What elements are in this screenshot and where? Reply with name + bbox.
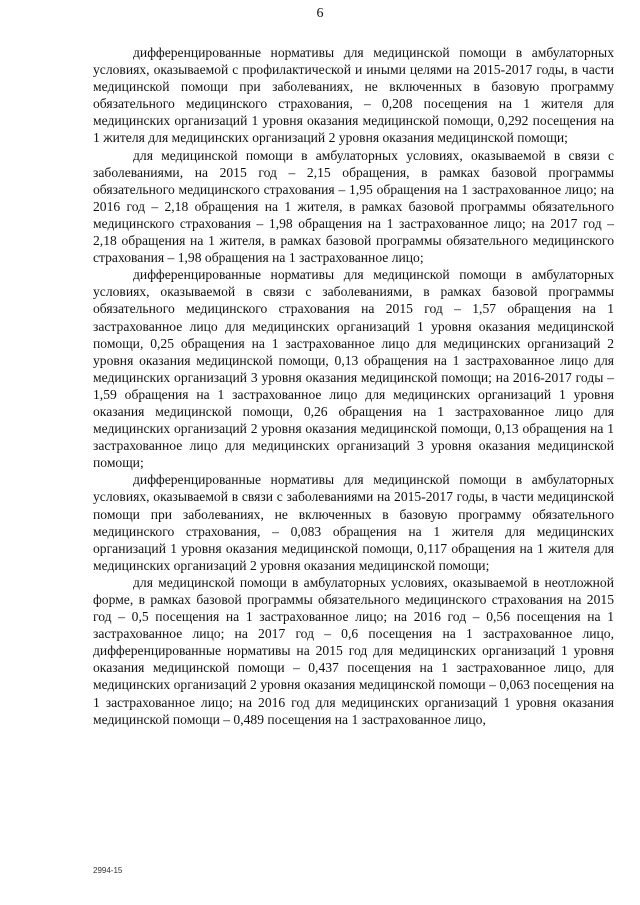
document-body (93, 44, 614, 728)
paragraph: дифференцированные нормативы для медицинской помощи в амбулаторных условиях, оказываемой с профилактической и иными целями на 2015-2017 годы, в части медицинской помощи при заболеваниях, не включенных в базовую программу обязательного медицинского страхования, – 0,208 посещения на 1 жителя для медицинских организаций 1 уровня оказания медицинской помощи, 0,292 посещения на 1 жителя для медицинских организаций 2 уровня оказания медицинской помощи; (93, 45, 614, 146)
paragraph: дифференцированные нормативы для медицинской помощи в амбулаторных условиях, оказываемой в связи с заболеваниями, в рамках базовой программы обязательного медицинского страхования на 2015 год – 1,57 обращения на 1 застрахованное лицо для медицинских организаций 1 уровня оказания медицинской помощи, 0,25 обращения на 1 застрахованное лицо для медицинских организаций 2 уровня оказания медицинской помощи, 0,13 обращения на 1 застрахованное лицо для медицинских организаций 3 уровня оказания медицинской помощи; на 2016-2017 годы – 1,59 обращения на 1 застрахованное лицо для медицинских организаций 1 уровня оказания медицинской помощи, 0,26 обращения на 1 застрахованное лицо для медицинских организаций 2 уровня оказания медицинской помощи, 0,13 обращения на 1 застрахованное лицо для медицинских организаций 3 уровня оказания медицинской помощи; (93, 267, 614, 471)
paragraph: для медицинской помощи в амбулаторных условиях, оказываемой в неотложной форме, в рамках базовой программы обязательного медицинского страхования на 2015 год – 0,5 посещения на 1 застрахованное лицо; на 2016 год – 0,56 посещения на 1 застрахованное лицо; на 2017 год – 0,6 посещения на 1 застрахованное лицо, дифференцированные нормативы на 2015 год для медицинских организаций 1 уровня оказания медицинской помощи – 0,437 посещения на 1 застрахованное лицо, для медицинских организаций 2 уровня оказания медицинской помощи – 0,063 посещения на 1 застрахованное лицо; на 2016 год для медицинских организаций 1 уровня оказания медицинской помощи – 0,489 посещения на 1 застрахованное лицо, (93, 574, 614, 727)
paragraph: для медицинской помощи в амбулаторных условиях, оказываемой в связи с заболеваниями, на 2015 год – 2,15 обращения, в рамках базовой программы обязательного медицинского страхования – 1,95 обращения на 1 застрахованное лицо; на 2016 год – 2,18 обращения на 1 жителя, в рамках базовой программы обязательного медицинского страхования – 1,98 обращения на 1 застрахованное лицо; на 2017 год – 2,18 обращения на 1 жителя, в рамках базовой программы обязательного медицинского страхования – 1,98 обращения на 1 застрахованное лицо; (93, 147, 614, 266)
page-number: 6 (316, 6, 324, 21)
document-footer-code: 2994-15 (93, 866, 123, 875)
paragraph: дифференцированные нормативы для медицинской помощи в амбулаторных условиях, оказываемой в связи с заболеваниями на 2015-2017 годы, в части медицинской помощи при заболеваниях, не включенных в базовую программу обязательного медицинского страхования, – 0,083 обращения на 1 жителя для медицинских организаций 1 уровня оказания медицинской помощи, 0,117 обращения на 1 жителя для медицинских организаций 2 уровня оказания медицинской помощи; (93, 472, 614, 573)
